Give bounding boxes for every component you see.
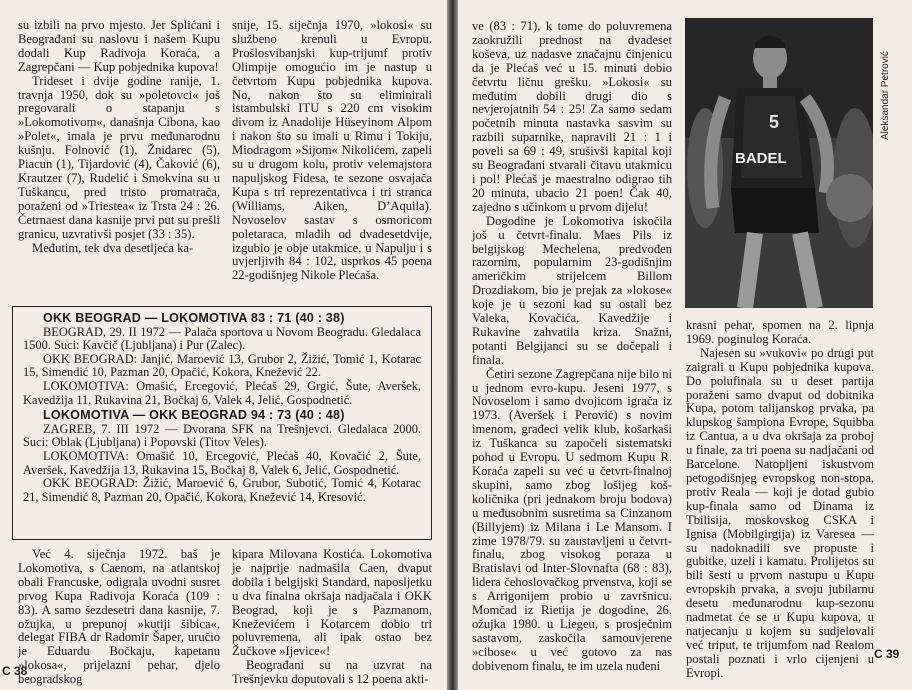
left-column-4	[232, 548, 432, 687]
right-column-2	[686, 319, 874, 681]
right-column-1	[472, 20, 672, 674]
paragraph: Najesen su »vukovi« po drugi put zaigrali u Kupu pobjednika kupova. Do polufinala su u deset partija poraženi samo dvaput od dobitnika Kupa, potom talijanskog prvaka, pa klupskog šampiona Evrope, Squibba iz Cantua, a u dva okršaja za proboj u finale, za tri poena su nadjačani od Barcelone. Natopljeni iskustvom petogodišnjeg evropskog non-stopa, protiv Reala — koji je dotad gubio kup-finala samo od Dinama iz Tbilisija, moskovskog CSKA i Ignisa (Mobilgirgija) iz Varesea — su nadoknadili sve propuste i gubitke, uzeli i kamatu. Prolijetos su bili šesti u prvom nastupu u Kupu evropskih prvaka, a svoju jubilarnu desetu međunarodnu kup-sezonu nadmetat će se u Kupu kupova, u natjecanju u kojem su sudjelovali već triput, te trijumfom nad Realom postali poznati i vrlo cijenjeni u Evropi.	[686, 345, 874, 680]
paragraph: Već 4. siječnja 1972. baš je Lokomotiva, s Caenom, na atlantskoj obali Francuske, odigrala uvodni susret prvog Kupa Radivoja Koraća (109 : 83). A samo šezdesetri dana kasnije, 7. ožujka, u prepunoj »kutiji šibica«, delegat FIBA dr Radomir Šaper, uručio je Eduardu Bočkaju, kapetanu »lokosa«, prijelazni pehar, djelo beogradskog	[18, 547, 220, 687]
paragraph: krasni pehar, spomen na 2. lipnja 1969. poginulog Koraća.	[686, 318, 874, 346]
paragraph: Trideset i dvije godine ranije, 1. travnja 1950, dok su »poletovci« još pregovarali o stapanju s »Lokomotivom«, današnja Cibona, kao »Polet«, imala je prvu međunarodnu kušnju. Folnović (1), Žnidarec (5), Piacun (1), Tijardović (4), Čaković (6), Krautzer (7), Rudelić i Smokvina su u Tuškancu, pred tristo promatrača, poraženi od »Triestea« iz Trsta 24 : 26. Četrnaest dana kasnije prvi put su prešli granicu, uzvrativši posjet (33 : 35).	[18, 73, 220, 241]
paragraph: snije, 15. siječnja 1970, »lokosi« su službeno krenuli u Evropu. Prošlosvibanjski kup-trijumf protiv Olimpije omogućio im je nastup u četvrtom Kupu pobjednika kupova. No, nakon što su eliminirali istambulski ITU s 220 cm visokim divom iz Anadolije Hüseyinom Alpom i nakon što su imali u Rimu i Tokiju, Miodragom »Sijom« Nikolićem, zapeli su u drugom kolu, protiv velemajstora napuljskog Fidesa, te sezone osvajača Kupa s tri reprezentativca i tri stranca (Williams, Aiken, D’Aquila). Novoselov sastav s osmoricom poletaraca, mlađih od dvadesetdvije, izgubio je obje utakmice, u Napulju i s uvjerljivih 84 : 102, usprkos 45 poena 22-godišnjeg Nikole Plećaša.	[232, 18, 432, 283]
page-number: C 38	[2, 664, 28, 678]
player-photo-image	[685, 18, 873, 308]
left-column-1	[18, 19, 220, 255]
match-2-team-b: OKK BEOGRAD: Žižić, Maroević 6, Grubor, Subotić, Tomić 4, Kotarac 21, Simendić 8, Pazman 20, Opačić, Kokora, Knežević 14, Kresović.	[23, 476, 421, 504]
jersey-sponsor-text: BADEL	[735, 150, 787, 167]
paragraph: su izbili na prvo mjesto. Jer Splićani i Beograđani su naslovu i našem Kupu dodali Kup Radivoja Koraća, a Zagrepčani — Kup pobjednika kupova!	[18, 18, 220, 74]
match-results-box	[12, 306, 432, 540]
page-number: C 39	[874, 647, 900, 661]
match-1-venue: BEOGRAD, 29. II 1972 — Palača sportova u Novom Beogradu. Gledalaca 1500. Suci: Kavčič (Ljubljana) i Pur (Zalec).	[23, 324, 421, 353]
match-2-venue: ZAGREB, 7. III 1972 — Dvorana SFK na Trešnjevci. Gledalaca 2000. Suci: Oblak (Ljubljana) i Popovski (Titov Veles).	[23, 421, 421, 450]
jersey-number: 5	[769, 112, 780, 132]
paragraph: kipara Milovana Kostića. Lokomotiva je najprije nadmašila Caen, dvaput dobila i belgijski Standard, naposljetku u dva finalna okršaja nadjačala i OKK Beograd, koji je s Pazmanom, Kneževićem i Kotarcem dobio tri poluvremena, ali ipak ostao bez Žučkove »Ijevice«!	[232, 547, 432, 659]
photo-credit: Aleksandar Petrović	[880, 51, 891, 140]
left-column-2	[232, 19, 432, 283]
match-1-team-b: LOKOMOTIVA: Omašić, Ercegović, Plećaš 29, Grgić, Šute, Averšek, Kavedžija 11, Rukavina 21, Bočkaj 6, Valek 4, Jelić, Gospodnetić.	[23, 378, 421, 407]
match-title-1: OKK BEOGRAD — LOKOMOTIVA 83 : 71 (40 : 38)	[43, 311, 345, 325]
paragraph: Beograđani su na uzvrat na Trešnjevku doputovali s 12 poena akti-	[232, 658, 432, 687]
basketball-player-photo	[685, 18, 873, 308]
paragraph: Međutim, tek dva desetljeća ka-	[32, 240, 194, 255]
match-2-team-a: LOKOMOTIVA: Omašić 10, Ercegović, Plećaš 40, Kovačić 2, Šute, Averšek, Kavedžija 13, Rukavina 15, Bočkaj 8, Valek 6, Jelić, Gospodnetić.	[23, 448, 421, 477]
match-title-2: LOKOMOTIVA — OKK BEOGRAD 94 : 73 (40 : 48)	[43, 408, 345, 423]
left-page	[0, 0, 447, 690]
paragraph: Dogodine je Lokomotiva iskočila još u četvrt-finalu. Maes Pils iz belgijskog Mechelena, predvođen razornim, popularnim 23-godišnjim američkim strijelcem Billom Drozdiakom, bio je prejak za »lokose« koje je u sezoni kad su ostali bez Valeka, Kovačića, Kavedžije i Rukavine zahvatila kriza. Snažni, potanti Belgijanci su se dočepali i finala.	[472, 213, 672, 367]
paragraph: Četiri sezone Zagrepčana nije bilo ni u jednom evro-kupu. Jeseni 1977, s Novoselom i samo dvojicom igrača iz 1973. (Averšek i Perović) s novim imenom, građeci velik klub, košarkaši iz Tuškanca su započeli sistematski pohod u Evropu. U sedmom Kupu R. Koraća zapeli su već u četvrt-finalnoj skupini, samo zbog lošijeg koš-količnika (pri jednakom broju bodova) u međusobnim susretima sa Cinzanom (Billyjem) iz Milana i Le Mansom. I zime 1978/79. su zaustavljeni u četvrt-finalu, zbog visokog poraza u Bratislavi od Inter-Slovnafta (68 : 83), lidera čehoslovačkog prvenstva, koji se s Arrigonijem probio u završnicu. Momčad iz Rietija je dogodine, 26. ožujka 1980. u Liegeu, s prosječnim sastavom, zaskočila samouvjerene »cibose« u već gotovo za nas dobivenom finalu, te im uzela nuđeni	[472, 366, 672, 673]
match-1-team-a: OKK BEOGRAD: Janjić, Maroević 13, Grubor 2, Žižić, Tomić 1, Kotarac 15, Simendić 10, Pazman 20, Opačić, Kokora, Knežević 22.	[23, 351, 421, 380]
left-column-3	[18, 548, 220, 687]
paragraph: ve (83 : 71), k tome do poluvremena zaokružili prednost na dvadeset koševa, uz nadasve značajnu činjenicu da je Plećaš već u 15. minuti dobio četvrtu ličnu grešku. »Lokosi« su međutim dobili drugi dio s nevjerojatnih 54 : 25! Za samo sedam početnih minuta nastavka sasvim su razbili suparnike, napravili 21 : 1 i poveli sa 69 : 49, srušivši kapital koji su Beograđani stvarali čitavu utakmicu i pol! Plećaš je maestralno odigrao tih 20 minuta, ubacio 21 poen! Čak 40, zajedno s učinkom u prvom dijelu!	[472, 19, 672, 214]
book-gutter	[447, 0, 458, 690]
